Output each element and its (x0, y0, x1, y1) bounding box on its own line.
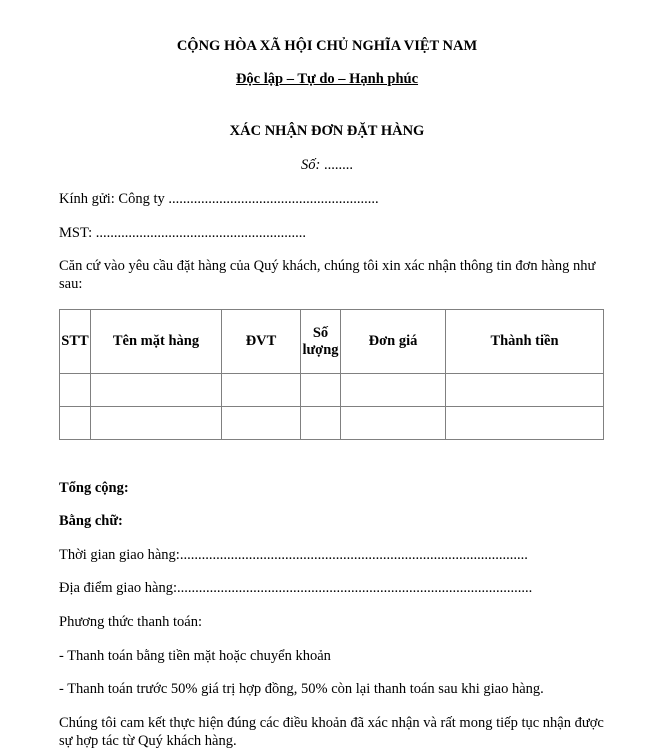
header-amount: Thành tiền (446, 310, 604, 374)
document-title: XÁC NHẬN ĐƠN ĐẶT HÀNG (229, 123, 425, 139)
table-cell (222, 407, 301, 440)
table-cell (222, 374, 301, 407)
table-cell (301, 374, 341, 407)
table-cell (60, 407, 91, 440)
table-cell (446, 407, 604, 440)
closing-paragraph: Chúng tôi cam kết thực hiện đúng các điều khoản đã xác nhận và rất mong tiếp tục nhận được sự hợp tác từ Quý khách hàng. (59, 715, 604, 749)
national-motto: Độc lập – Tự do – Hạnh phúc (235, 71, 419, 87)
delivery-time-line: Thời gian giao hàng:................................................................................................ (59, 547, 528, 563)
table-row (60, 374, 604, 407)
payment-method-label: Phương thức thanh toán: (59, 614, 202, 630)
tax-code-line: MST: .......................................................... (59, 225, 306, 241)
table-cell (341, 374, 446, 407)
national-title: CỘNG HÒA XÃ HỘI CHỦ NGHĨA VIỆT NAM (176, 38, 478, 54)
table-cell (60, 374, 91, 407)
table-cell (446, 374, 604, 407)
in-words-label: Bằng chữ: (59, 513, 123, 529)
order-table (59, 309, 604, 440)
header-unit: ĐVT (222, 310, 301, 374)
intro-paragraph: Căn cứ vào yêu cầu đặt hàng của Quý khách, chúng tôi xin xác nhận thông tin đơn hàng như sau: (59, 258, 596, 292)
table-cell (341, 407, 446, 440)
document-number (0, 156, 654, 174)
recipient-line: Kính gửi: Công ty .......................................................... (59, 191, 379, 207)
payment-option-2: - Thanh toán trước 50% giá trị hợp đồng, 50% còn lại thanh toán sau khi giao hàng. (59, 681, 544, 697)
table-row (60, 407, 604, 440)
table-cell (91, 407, 222, 440)
header-stt: STT (60, 310, 91, 374)
document-number-label: Số: (301, 157, 321, 173)
table-cell (91, 374, 222, 407)
header-item-name: Tên mặt hàng (91, 310, 222, 374)
table-header-row (60, 310, 604, 374)
header-quantity: Số lượng (301, 310, 341, 374)
total-label: Tổng cộng: (59, 480, 129, 496)
document-number-value: ........ (320, 157, 353, 173)
table-cell (301, 407, 341, 440)
delivery-place-line: Địa điểm giao hàng:.................................................................................................. (59, 580, 533, 596)
header-unit-price: Đơn giá (341, 310, 446, 374)
payment-option-1: - Thanh toán bằng tiền mặt hoặc chuyển khoản (59, 648, 331, 664)
